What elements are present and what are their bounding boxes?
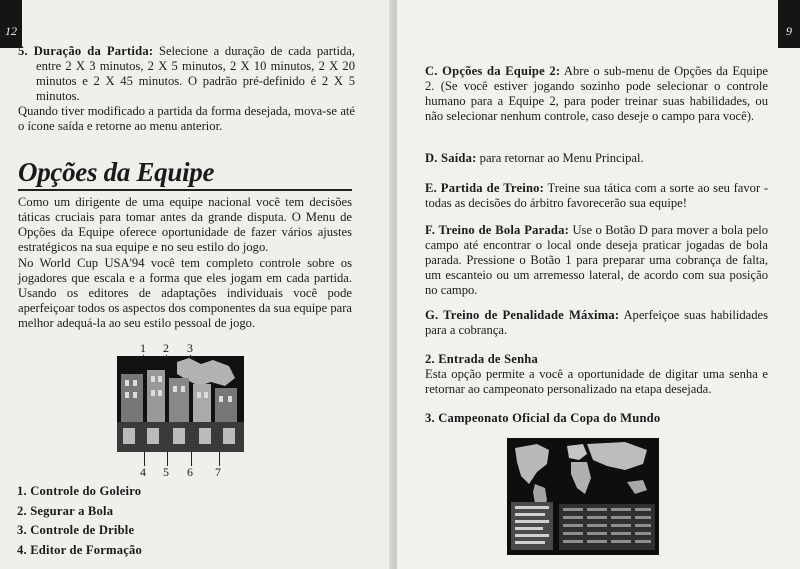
- password-text: Esta opção permite a você a oportunidade de digitar uma senha e retornar ao campeonato personalizado na etapa desejada.: [425, 367, 768, 396]
- right-page-number: 9: [778, 0, 800, 48]
- option-g: [425, 308, 768, 338]
- option-d-label: D. Saída:: [425, 151, 477, 165]
- heading-rule: [18, 189, 352, 191]
- option-c: [425, 64, 768, 124]
- team-options-art: [117, 356, 244, 452]
- callout-line-7: [219, 452, 220, 466]
- left-page: [0, 0, 393, 569]
- callout-2: 2: [163, 341, 169, 355]
- left-page-number: 12: [0, 0, 22, 48]
- section-heading: Opções da Equipe: [18, 157, 215, 187]
- option-d-text: para retornar ao Menu Principal.: [479, 151, 644, 165]
- control-paragraph: No World Cup USA'94 você tem completo controle sobre os jogadores que escala e a forma que eles jogam em cada partida. Usando os editores de adaptações individuais você pode aperfeiçoar todos os aspectos dos componentes da sua equipe para melhor adequá-la ao seu estilo pessoal de jogo.: [18, 256, 352, 330]
- intro-paragraph: Como um dirigente de uma equipe nacional você tem decisões táticas cruciais para tomar antes da grande disputa. O Menu de Opções da Equipe oferece oportunidade de fazer vários ajustes estratégicos na sua equipe e no seu estilo do jogo.: [18, 195, 352, 254]
- world-cup-heading: 3. Campeonato Oficial da Copa do Mundo: [425, 411, 661, 425]
- option-g-text: Aperfeiçoe suas habilidades para a cobrança.: [425, 308, 768, 337]
- password-heading: 2. Entrada de Senha: [425, 352, 538, 366]
- option-c-text: Abre o sub-menu de Opções da Equipe 2. (Se você estiver jogando sozinho pode selecionar o controle humano para a Equipe 2, para poder treinar suas habilidades, ou não selecionar nenhum controle, caso deseje o campo para você).: [425, 64, 768, 123]
- duration-section: [18, 44, 355, 134]
- option-e: [425, 181, 768, 211]
- callout-3: 3: [187, 341, 193, 355]
- world-map-art: [507, 438, 659, 555]
- controls-list: [17, 482, 142, 560]
- callout-4: 4: [140, 465, 146, 479]
- option-e-label: E. Partida de Treino:: [425, 181, 545, 195]
- option-f-text: Use o Botão D para mover a bola pelo campo até encontrar o local onde deseja praticar jogadas de bola parada. Pressione o Botão 1 para preparar uma cobrança de falta, um escanteio ou um arremesso lateral, de acordo com sua posição no campo.: [425, 223, 768, 297]
- list-item: 1. Controle do Goleiro: [17, 484, 142, 498]
- duration-text: Selecione a duração de cada partida, entre 2 X 3 minutos, 2 X 5 minutos, 2 X 10 minutos, 2 X 20 minutos e 2 X 45 minutos. O padrão pré-definido é 2 X 5 minutos.: [36, 44, 355, 103]
- list-item: 2. Segurar a Bola: [17, 503, 114, 518]
- callout-line-4: [144, 452, 145, 466]
- list-item: 4. Editor de Formação: [17, 542, 142, 557]
- duration-item: [18, 44, 355, 104]
- duration-label: 5. Duração da Partida:: [18, 44, 154, 58]
- callout-6: 6: [187, 465, 193, 479]
- option-f-label: F. Treino de Bola Parada:: [425, 223, 569, 237]
- option-e-text: Treine sua tática com a sorte ao seu favor - todas as decisões do árbitro favorecerão sua equipe!: [425, 181, 769, 210]
- world-cup-section: [425, 411, 768, 426]
- option-c-label: C. Opções da Equipe 2:: [425, 64, 561, 78]
- callout-line-5: [167, 452, 168, 466]
- list-item: 3. Controle de Drible: [17, 523, 135, 537]
- team-options-screenshot: [117, 356, 244, 452]
- password-section: [425, 352, 768, 397]
- callout-5: 5: [163, 465, 169, 479]
- world-cup-screenshot: [507, 438, 659, 555]
- right-page: [397, 0, 800, 569]
- after-modify-text: Quando tiver modificado a partida da forma desejada, mova-se até o ícone saída e retorne ao menu anterior.: [18, 104, 355, 133]
- callout-line-6: [191, 452, 192, 466]
- callout-7: 7: [215, 465, 221, 479]
- option-f: [425, 223, 768, 298]
- option-d: [425, 151, 768, 166]
- callout-1: 1: [140, 341, 146, 355]
- option-g-label: G. Treino de Penalidade Máxima:: [425, 308, 620, 322]
